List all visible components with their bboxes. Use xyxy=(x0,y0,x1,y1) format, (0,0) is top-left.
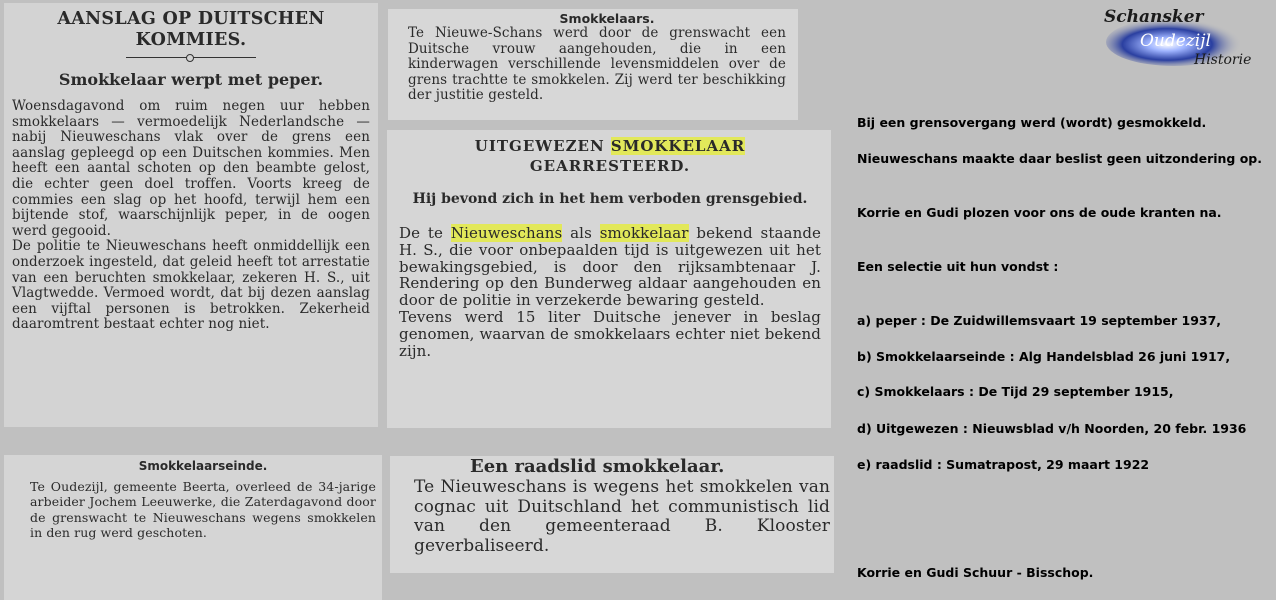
clipping-aanslag-paragraph: Woensdagavond om ruim negen uur hebben smokkelaars — vermoedelijk Nederlandsche — nabij Nieuweschans vlak over de grens een aanslag gepleegd op een Duitschen kommies. Men heeft een aantal schoten op den beambte gelost, die echter geen doel troffen. Voorts kreeg de commies een slag op het hoofd, terwijl hem een bijtende stof, waarschijnlijk peper, in de oogen werd gegooid. xyxy=(12,98,370,239)
info-panel xyxy=(857,0,1272,600)
clipping-smokkelaarseinde xyxy=(4,455,382,600)
clipping-uitgewezen xyxy=(387,130,831,428)
clipping-smokkelaars-text: Te Nieuwe-Schans werd door de grenswacht een Duitsche vrouw aangehouden, die in een kinderwagen verschillende levensmiddelen over de grens trachtte te smokkelen. Zij werd ter beschikking der justitie gesteld. xyxy=(408,25,786,103)
source-item: c) Smokkelaars : De Tijd 29 september 1915, xyxy=(857,384,1174,399)
source-item: d) Uitgewezen : Nieuwsblad v/h Noorden, 20 febr. 1936 xyxy=(857,421,1247,436)
logo-text: Oudezijl xyxy=(1140,31,1211,51)
logo-text: Schansker xyxy=(1104,7,1204,27)
ornament-divider xyxy=(126,57,256,58)
clipping-raadslid-text: Te Nieuweschans is wegens het smokkelen van cognac uit Duitschland het communistisch lid van den gemeenteraad B. Klooster geverbaliseerd. xyxy=(414,477,830,556)
text-part: als xyxy=(562,224,600,242)
clipping-smokkelaarseinde-text: Te Oudezijl, gemeente Beerta, overleed de 34-jarige arbeider Jochem Leeuwerke, die Zaterdagavond door de grenswacht te Nieuweschans wegens smokkelen in den rug werd geschoten. xyxy=(30,479,376,540)
clipping-smokkelaars-title: Smokkelaars. xyxy=(559,11,655,26)
clipping-uitgewezen-subtitle: Hij bevond zich in het hem verboden grensgebied. xyxy=(412,191,808,207)
intro-text: Nieuweschans maakte daar beslist geen uitzondering op. xyxy=(857,151,1263,166)
highlight: Nieuweschans xyxy=(450,224,563,242)
clipping-aanslag-paragraph: De politie te Nieuweschans heeft onmiddellijk een onderzoek ingesteld, dat geleid heeft tot arrestatie van een beruchten smokkelaar, zekeren H. S., uit Vlagtwedde. Vermoed wordt, dat bij dezen aanslag een vijftal personen is betrokken. Zekerheid daaromtrent bestaat echter nog niet. xyxy=(12,238,370,333)
clipping-raadslid xyxy=(390,456,834,573)
clipping-aanslag-subtitle: Smokkelaar werpt met peper. xyxy=(58,70,324,89)
highlight: smokkelaar xyxy=(599,224,689,242)
logo-text: Historie xyxy=(1194,52,1252,68)
source-item: a) peper : De Zuidwillemsvaart 19 september 1937, xyxy=(857,313,1222,328)
signature: Korrie en Gudi Schuur - Bisschop. xyxy=(857,565,1094,580)
title-part: GEARRESTEERD. xyxy=(529,157,691,175)
clipping-uitgewezen-paragraph xyxy=(399,225,821,309)
clipping-aanslag-title: AANSLAG OP DUITSCHEN KOMMIES. xyxy=(57,9,325,50)
clipping-uitgewezen-title xyxy=(399,136,821,176)
intro-text: Bij een grensovergang werd (wordt) gesmokkeld. xyxy=(857,115,1207,130)
text-part: bekend staande H. S., die voor onbepaalden tijd is uitgewezen uit het bewakingsgebied, is door den rijksambtenaar J. Rendering op den Bunderweg aldaar aangehouden en door de politie in verzekerde bewaring gesteld. xyxy=(399,224,822,310)
clipping-raadslid-title: Een raadslid smokkelaar. xyxy=(470,456,725,477)
clipping-smokkelaarseinde-title: Smokkelaarseinde. xyxy=(138,459,268,473)
intro-text: Een selectie uit hun vondst : xyxy=(857,259,1059,274)
highlight: SMOKKELAAR xyxy=(610,137,746,155)
source-item: e) raadslid : Sumatrapost, 29 maart 1922 xyxy=(857,457,1150,472)
clipping-uitgewezen-paragraph: Tevens werd 15 liter Duitsche jenever in beslag genomen, waarvan de smokkelaars echter niet bekend zijn. xyxy=(399,307,821,360)
clipping-aanslag xyxy=(4,3,378,427)
title-part: UITGEWEZEN xyxy=(474,137,611,155)
text-part: De te xyxy=(399,224,451,242)
clipping-smokkelaars xyxy=(388,9,798,120)
intro-text: Korrie en Gudi plozen voor ons de oude kranten na. xyxy=(857,205,1222,220)
source-item: b) Smokkelaarseinde : Alg Handelsblad 26 juni 1917, xyxy=(857,349,1231,364)
